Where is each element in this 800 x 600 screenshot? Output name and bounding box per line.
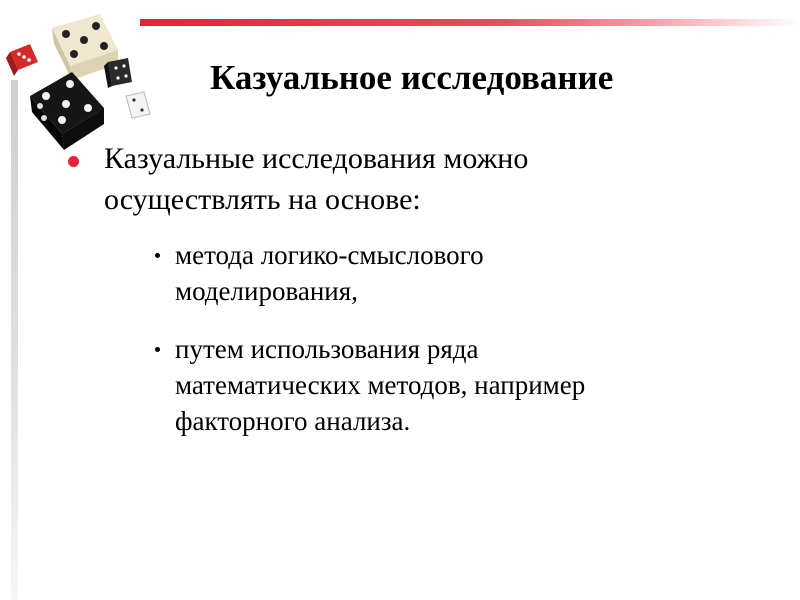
- bullet-dot-icon: [68, 156, 79, 167]
- small-black-die: [104, 58, 132, 88]
- red-die: [6, 44, 38, 76]
- sub-bullet-line: путем использования ряда: [175, 334, 479, 364]
- top-accent-bar: [140, 19, 800, 26]
- dice-image: [0, 0, 200, 160]
- main-bullet-line: Казуальные исследования можно: [104, 142, 529, 175]
- sub-bullet-2-text: [175, 331, 745, 439]
- main-bullet-line: осуществлять на основе:: [104, 183, 421, 216]
- sub-bullet-1-text: [175, 237, 745, 309]
- sub-bullet-line: факторного анализа.: [175, 406, 411, 436]
- sub-bullet-line: математических методов, например: [175, 370, 586, 400]
- sub-bullet-line: метода логико-смыслового: [175, 240, 484, 270]
- sub-bullet-line: моделирования,: [175, 276, 358, 306]
- small-white-die: [126, 92, 150, 118]
- main-bullet-text: [104, 138, 724, 220]
- slide-title: Казуальное исследование: [210, 58, 614, 97]
- black-die: [30, 72, 104, 150]
- sub-bullet-dot-icon: [155, 347, 160, 352]
- sub-bullet-dot-icon: [155, 253, 160, 258]
